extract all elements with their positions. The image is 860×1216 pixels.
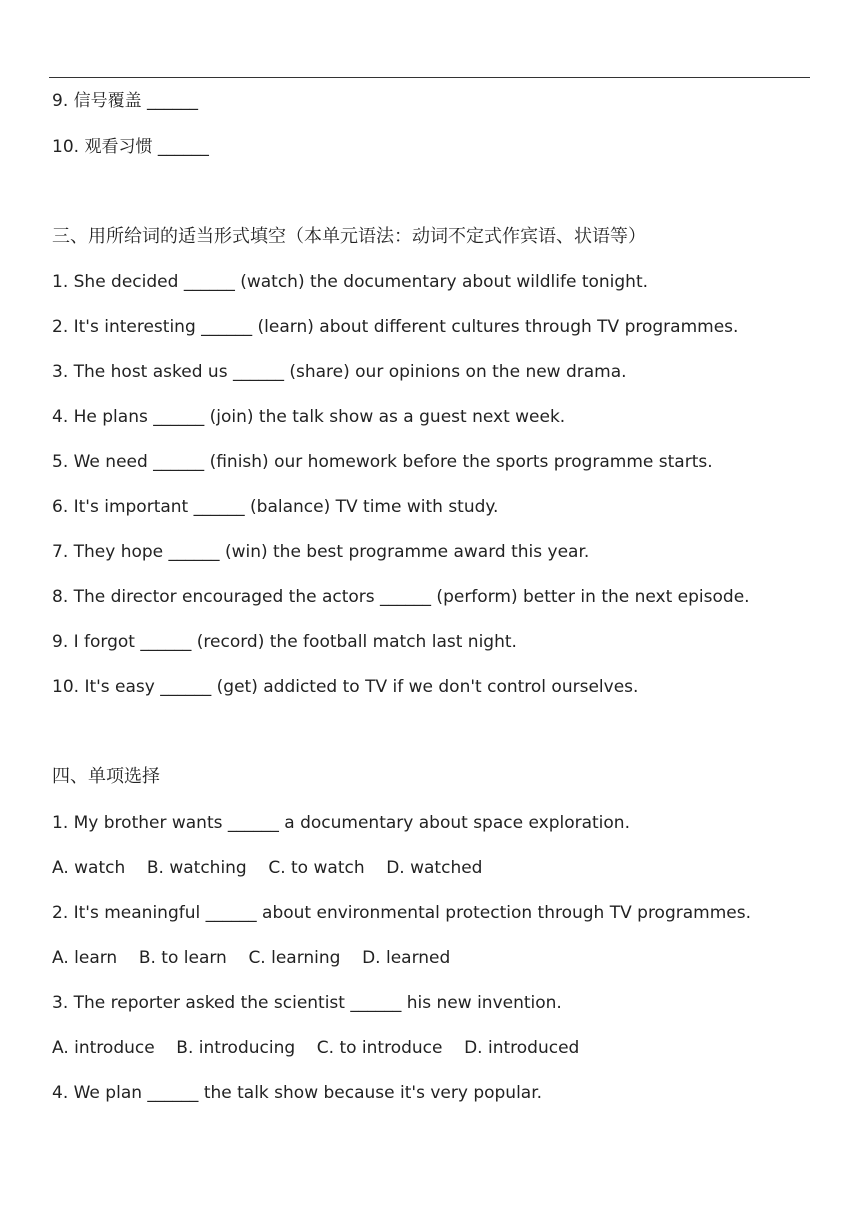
vocab-item-9: 9. 信号覆盖 ______	[52, 91, 199, 111]
s3-question-3: 3. The host asked us ______ (share) our opinions on the new drama.	[52, 362, 627, 382]
s4-question-1-stem: 1. My brother wants ______ a documentary about space exploration.	[52, 813, 630, 833]
s4-question-2-options: A. learn B. to learn C. learning D. learned	[52, 948, 451, 968]
page-top-rule	[49, 77, 810, 78]
s3-question-2: 2. It's interesting ______ (learn) about different cultures through TV programmes.	[52, 317, 739, 337]
s4-question-4-stem: 4. We plan ______ the talk show because it's very popular.	[52, 1083, 543, 1103]
s3-question-1: 1. She decided ______ (watch) the documentary about wildlife tonight.	[52, 272, 649, 292]
s3-question-5: 5. We need ______ (finish) our homework before the sports programme starts.	[52, 452, 713, 472]
s4-question-1-options: A. watch B. watching C. to watch D. watched	[52, 858, 483, 878]
s3-question-10: 10. It's easy ______ (get) addicted to TV if we don't control ourselves.	[52, 677, 639, 697]
s3-question-8: 8. The director encouraged the actors ______ (perform) better in the next episode.	[52, 587, 750, 607]
s4-question-2-stem: 2. It's meaningful ______ about environmental protection through TV programmes.	[52, 903, 752, 923]
s4-question-3-stem: 3. The reporter asked the scientist ______ his new invention.	[52, 993, 562, 1013]
section-4-heading: 四、单项选择	[52, 766, 160, 787]
s3-question-7: 7. They hope ______ (win) the best programme award this year.	[52, 542, 590, 562]
s3-question-6: 6. It's important ______ (balance) TV time with study.	[52, 497, 499, 517]
s4-question-3-options: A. introduce B. introducing C. to introduce D. introduced	[52, 1038, 580, 1058]
s3-question-9: 9. I forgot ______ (record) the football match last night.	[52, 632, 517, 652]
vocab-item-10: 10. 观看习惯 ______	[52, 137, 209, 157]
section-3-heading: 三、用所给词的适当形式填空（本单元语法：动词不定式作宾语、状语等）	[52, 226, 646, 247]
s3-question-4: 4. He plans ______ (join) the talk show as a guest next week.	[52, 407, 566, 427]
